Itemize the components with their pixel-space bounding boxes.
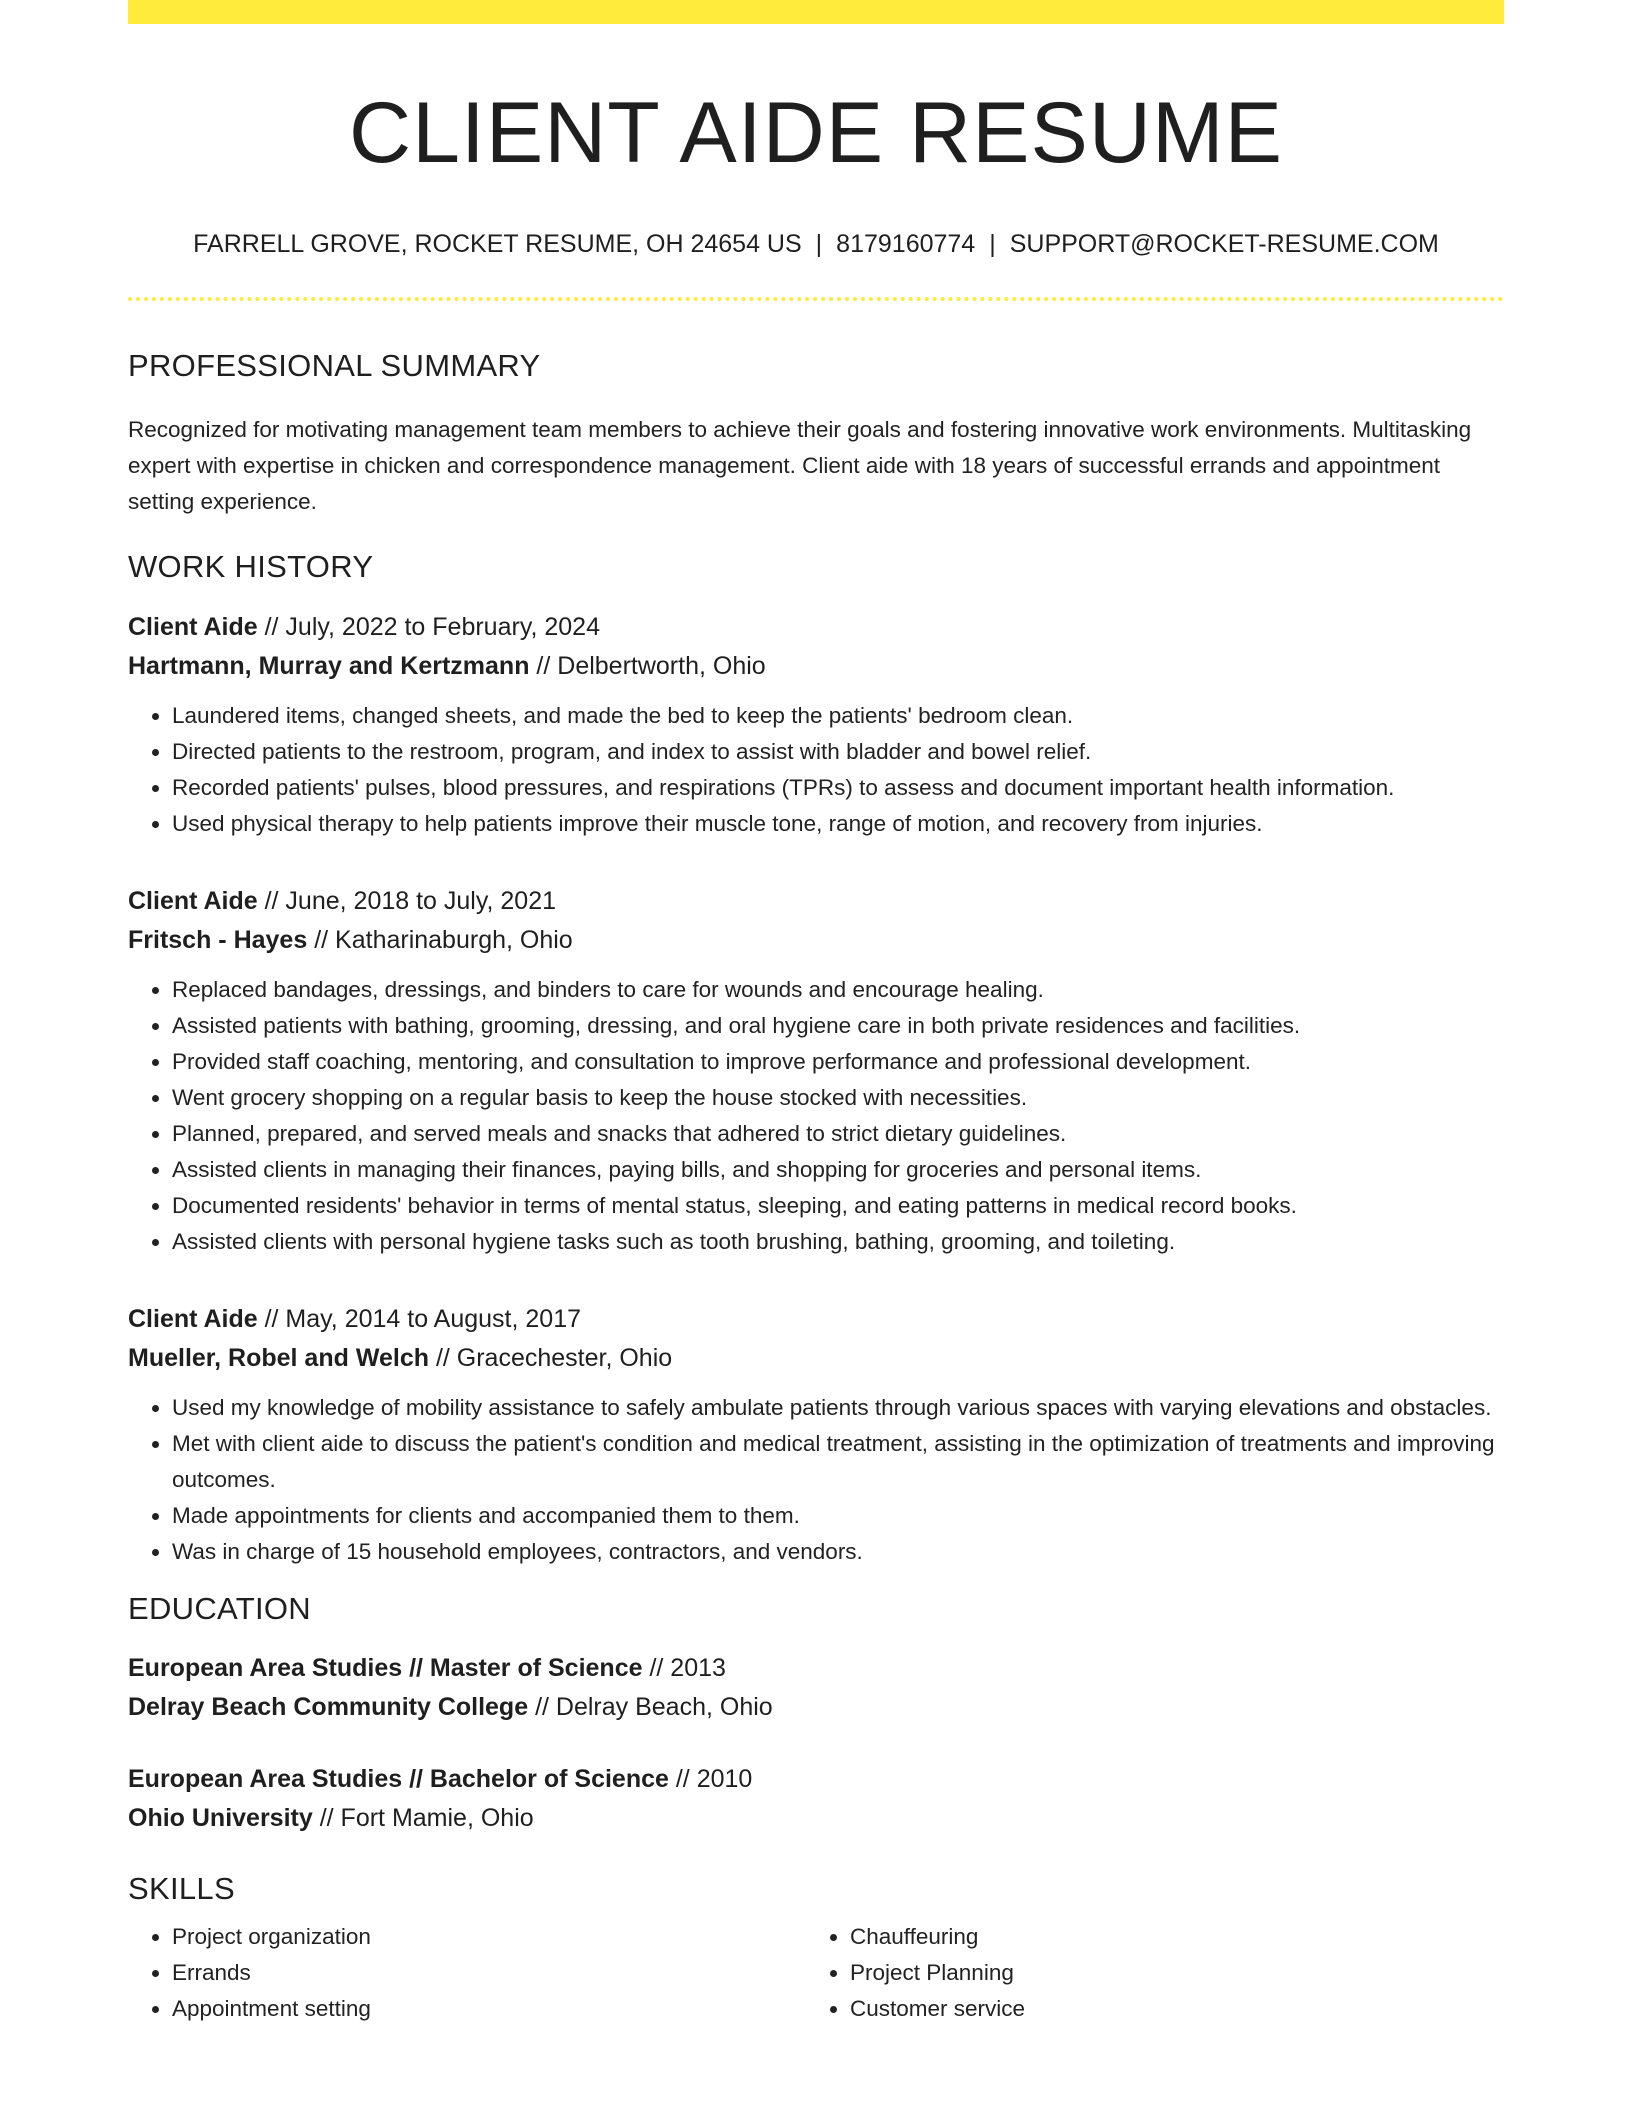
job-bullet: • Met with client aide to discuss the patient's condition and medical treatment, assisting in the optimization of treatments and improving outcomes. [172, 1426, 1504, 1498]
job-role-line [128, 1300, 1504, 1339]
edu-degree-line [128, 1760, 1504, 1799]
job-bullets [128, 1390, 1504, 1570]
edu-degree-line [128, 1649, 1504, 1688]
job-bullet: • Provided staff coaching, mentoring, and consultation to improve performance and professional development. [172, 1044, 1504, 1080]
edu-school: Ohio University [128, 1803, 313, 1832]
job-role: Client Aide [128, 1304, 258, 1333]
summary-heading: PROFESSIONAL SUMMARY [128, 348, 541, 384]
job-company: Mueller, Robel and Welch [128, 1343, 429, 1372]
edu-degree: European Area Studies // Bachelor of Science [128, 1764, 669, 1793]
job-location: // Delbertworth, Ohio [536, 651, 766, 680]
summary-text: Recognized for motivating management team members to achieve their goals and fostering innovative work environments. Multitasking expert with expertise in chicken and correspondence management. Client aide with 18 years of successful errands and appointment setting experience. [128, 417, 1472, 515]
job-bullet: • Was in charge of 15 household employees, contractors, and vendors. [172, 1534, 1504, 1570]
contact-separator: | [815, 230, 823, 259]
skill-item: • Project organization [172, 1919, 806, 1955]
dotted-divider [128, 297, 1504, 301]
job-dates: // July, 2022 to February, 2024 [264, 612, 600, 641]
job-bullets [128, 698, 1504, 842]
job-company: Hartmann, Murray and Kertzmann [128, 651, 530, 680]
job-dates: // May, 2014 to August, 2017 [264, 1304, 582, 1333]
job-location: // Katharinaburgh, Ohio [314, 925, 573, 954]
job-bullet: • Made appointments for clients and accompanied them to them. [172, 1498, 1504, 1534]
job-bullet: • Recorded patients' pulses, blood pressures, and respirations (TPRs) to assess and document important health information. [172, 770, 1504, 806]
job-bullet: • Directed patients to the restroom, program, and index to assist with bladder and bowel relief. [172, 734, 1504, 770]
edu-location: // Fort Mamie, Ohio [319, 1803, 534, 1832]
skills-list-right [806, 1919, 1484, 2027]
job-bullet: • Documented residents' behavior in terms of mental status, sleeping, and eating patterns in medical record books. [172, 1188, 1504, 1224]
edu-location: // Delray Beach, Ohio [535, 1692, 773, 1721]
job-bullet: • Went grocery shopping on a regular basis to keep the house stocked with necessities. [172, 1080, 1504, 1116]
job-role-line [128, 608, 1504, 647]
work-history-heading: WORK HISTORY [128, 549, 374, 585]
edu-year: // 2010 [675, 1764, 753, 1793]
edu-school: Delray Beach Community College [128, 1692, 529, 1721]
job-company-line [128, 1339, 1504, 1378]
job-dates: // June, 2018 to July, 2021 [264, 886, 556, 915]
edu-year: // 2013 [649, 1653, 726, 1682]
contact-email: SUPPORT@ROCKET-RESUME.COM [1009, 230, 1439, 259]
edu-school-line [128, 1799, 1504, 1838]
skills-list-left [128, 1919, 806, 2027]
resume-title: CLIENT AIDE RESUME [349, 85, 1283, 181]
job-role: Client Aide [128, 612, 258, 641]
resume-content [128, 0, 1504, 2027]
skill-item: • Appointment setting [172, 1991, 806, 2027]
job-entry [128, 1300, 1504, 1570]
job-bullet: • Assisted clients with personal hygiene tasks such as tooth brushing, bathing, grooming, and toileting. [172, 1224, 1504, 1260]
accent-bar [128, 0, 1504, 24]
job-bullet: • Planned, prepared, and served meals and snacks that adhered to strict dietary guidelines. [172, 1116, 1504, 1152]
skill-item: • Customer service [850, 1991, 1484, 2027]
job-entry [128, 882, 1504, 1260]
job-location: // Gracechester, Ohio [435, 1343, 673, 1372]
job-bullet: • Used physical therapy to help patients improve their muscle tone, range of motion, and recovery from injuries. [172, 806, 1504, 842]
job-company-line [128, 921, 1504, 960]
education-heading: EDUCATION [128, 1590, 311, 1626]
skill-item: • Errands [172, 1955, 806, 1991]
education-entry [128, 1649, 1504, 1727]
job-bullets [128, 972, 1504, 1260]
skills-columns [128, 1919, 1504, 2027]
job-bullet: • Assisted patients with bathing, grooming, dressing, and oral hygiene care in both private residences and facilities. [172, 1008, 1504, 1044]
job-company-line [128, 647, 1504, 686]
job-bullet: • Used my knowledge of mobility assistance to safely ambulate patients through various spaces with varying elevations and obstacles. [172, 1390, 1504, 1426]
edu-school-line [128, 1688, 1504, 1727]
job-entry [128, 608, 1504, 842]
job-role-line [128, 882, 1504, 921]
contact-phone: 8179160774 [836, 230, 976, 259]
job-bullet: • Assisted clients in managing their finances, paying bills, and shopping for groceries and personal items. [172, 1152, 1504, 1188]
skill-item: • Project Planning [850, 1955, 1484, 1991]
skill-item: • Chauffeuring [850, 1919, 1484, 1955]
job-bullet: • Laundered items, changed sheets, and made the bed to keep the patients' bedroom clean. [172, 698, 1504, 734]
skills-heading: SKILLS [128, 1870, 235, 1906]
education-entry [128, 1760, 1504, 1838]
job-company: Fritsch - Hayes [128, 925, 308, 954]
edu-degree: European Area Studies // Master of Science [128, 1653, 643, 1682]
job-bullet: • Replaced bandages, dressings, and binders to care for wounds and encourage healing. [172, 972, 1504, 1008]
contact-separator: | [989, 230, 996, 259]
job-role: Client Aide [128, 886, 258, 915]
contact-address: FARRELL GROVE, ROCKET RESUME, OH 24654 US [193, 230, 802, 259]
contact-line [128, 229, 1504, 259]
